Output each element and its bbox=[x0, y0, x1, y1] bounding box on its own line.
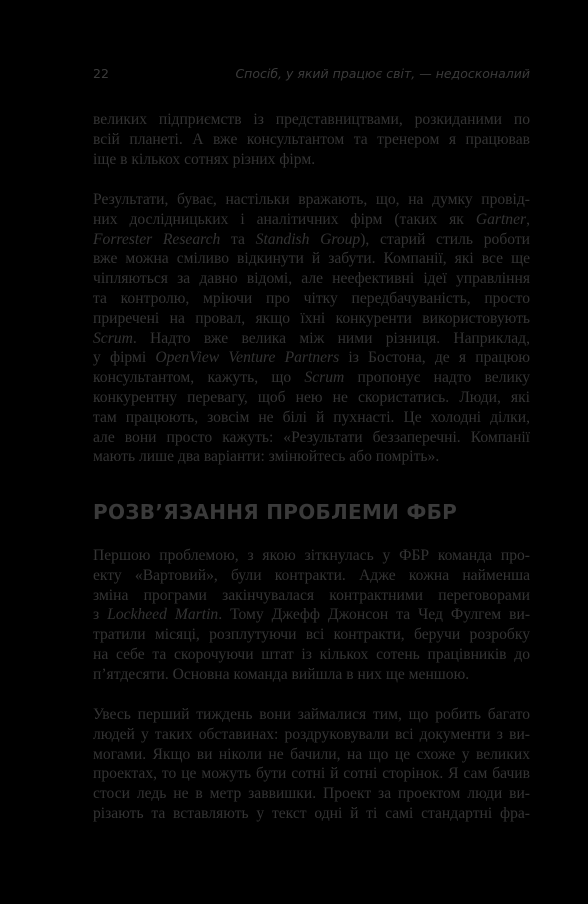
emphasis-term: Scrum bbox=[304, 369, 345, 387]
text-line: конкурентну перевагу, щоб нею не скористатись. Люди, які bbox=[93, 388, 530, 406]
text-line: чіпляються за давно відомі, але неефективні ідеї управління bbox=[93, 270, 530, 288]
text-line: вже можна сміливо відкинути й забути. Компанії, які все ще bbox=[93, 250, 530, 268]
page-number: 22 bbox=[93, 66, 109, 81]
text-line: приречені на провал, якщо їхні конкуренти використовують bbox=[93, 309, 530, 327]
text-line: тратили місяці, розплутуючи всі контракти, беручи розробку bbox=[93, 626, 530, 644]
text-line: з Lockheed Martin. Тому Джефф Джонсон та Чед Фулгем ви- bbox=[93, 606, 531, 624]
emphasis-term: Forrester Research bbox=[93, 230, 221, 248]
text-line: на себе та скорочуючи штат із кількох сотень працівників до bbox=[93, 645, 530, 663]
text-line: Увесь перший тиждень вони займалися тим, що робить багато bbox=[93, 706, 530, 723]
emphasis-term: OpenView Venture Partners bbox=[155, 349, 340, 367]
text-line: іще в кількох сотнях різних фірм. bbox=[93, 150, 316, 168]
text-line: у фірмі OpenView Venture Partners із Бостона, де я працюю bbox=[93, 349, 530, 367]
emphasis-term: Lockheed Martin bbox=[107, 606, 219, 624]
text-line: Scrum. Надто вже велика між ними різниця. Наприклад, bbox=[93, 329, 530, 347]
text-line: та контролю, мріючи про чітку передбачуваність, просто bbox=[93, 289, 530, 307]
text-line: Результати, буває, настільки вражають, що, на думку провід- bbox=[93, 191, 530, 208]
emphasis-term: Standish Group bbox=[255, 230, 361, 248]
text-line: Першою проблемою, з якою зіткнулась у ФБР команда про- bbox=[93, 547, 530, 564]
paragraph-2 bbox=[93, 190, 530, 467]
text-line: консультантом, кажуть, що Scrum пропонує надто велику bbox=[93, 369, 530, 387]
text-line: великих підприємств із представництвами, розкиданими по bbox=[93, 111, 530, 128]
text-line: там працюють, зовсім не білі й пухнасті. Це холодні ділки, bbox=[93, 408, 530, 426]
text-line: різають та вставляють у текст одні й ті самі стандартні фра- bbox=[93, 804, 530, 822]
text-line: але вони просто кажуть: «Результати беззаперечні. Компанії bbox=[93, 428, 530, 446]
emphasis-term: Scrum bbox=[93, 329, 133, 347]
text-line: проектах, то це можуть бути сотні й сотні сторінок. Я сам бачив bbox=[93, 765, 530, 783]
emphasis-term: Gartner bbox=[475, 210, 527, 228]
text-line: екту «Вартовий», були контракти. Адже кожна найменша bbox=[93, 566, 530, 584]
running-title: Спосіб, у який працює світ, — недосконалий bbox=[235, 66, 530, 81]
text-line: них дослідницьких і аналітичних фірм (таких як Gartner, bbox=[93, 210, 530, 228]
paragraph-4 bbox=[93, 705, 530, 824]
section-heading: РОЗВ’ЯЗАННЯ ПРОБЛЕМИ ФБР bbox=[93, 500, 458, 524]
text-line: зміна програми закінчувалася контрактними переговорами bbox=[93, 586, 530, 604]
text-line: п’ятдесяти. Основна команда вийшла в них ще меншою. bbox=[93, 665, 470, 683]
paragraph-3 bbox=[93, 546, 530, 685]
text-line: людей у таких обставинах: роздруковували всі документи з ви- bbox=[93, 725, 530, 743]
text-line: мають лише два варіанти: змінюйтесь або помріть». bbox=[93, 448, 440, 466]
running-head bbox=[93, 66, 530, 86]
text-line: всій планеті. А вже консультантом та тренером я працював bbox=[93, 130, 530, 148]
text-line: стоси ледь не в метр заввишки. Проект за проектом люди ви- bbox=[93, 785, 530, 803]
paragraph-1 bbox=[93, 110, 530, 169]
text-line: Forrester Research та Standish Group), старий стиль роботи bbox=[93, 230, 530, 248]
text-line: могами. Якщо ви ніколи не бачили, на що це схоже у великих bbox=[93, 745, 530, 763]
